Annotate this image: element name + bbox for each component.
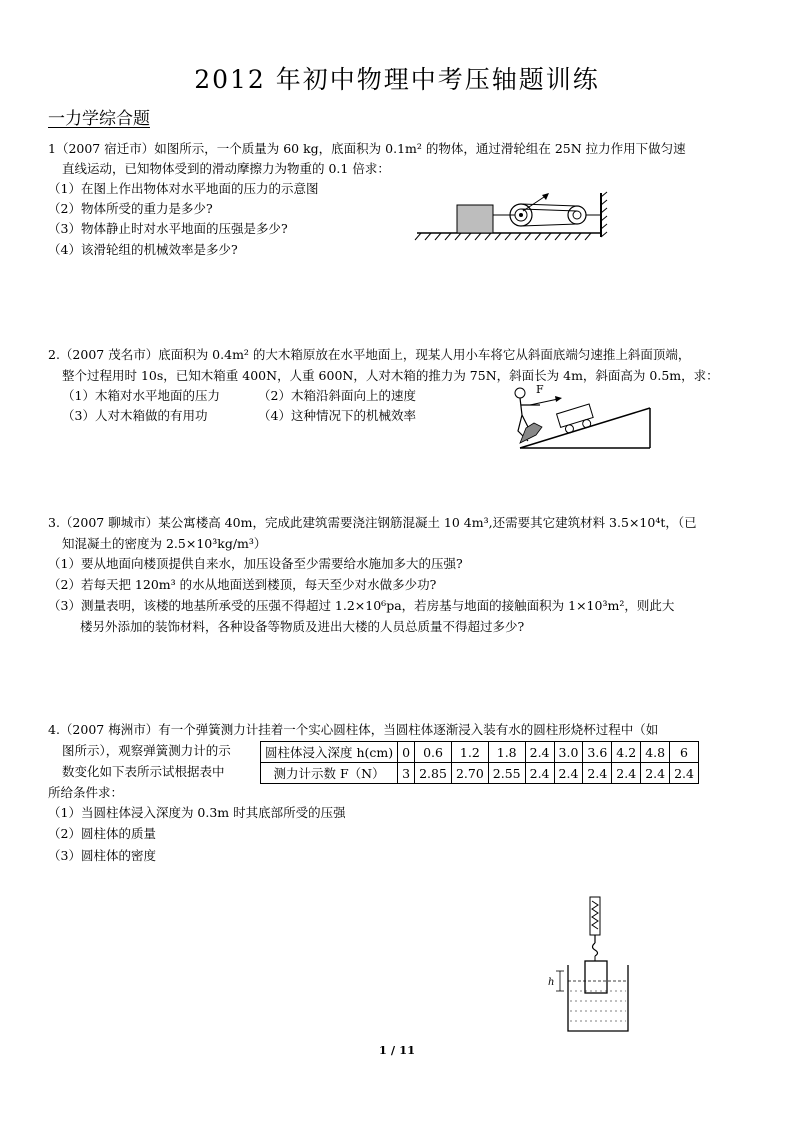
q3-line1: 3.（2007 聊城市）某公寓楼高 40m，完成此建筑需要浇注钢筋混凝土 10 4m³,还需要其它建筑材料 3.5×10⁴t，（已 <box>48 515 697 530</box>
table-cell: 2.4 <box>612 763 641 784</box>
table-cell: 2.4 <box>554 763 583 784</box>
table-row <box>261 763 699 784</box>
table-cell: 6 <box>670 742 699 763</box>
spring-scale-diagram <box>540 895 640 1035</box>
table-cell: 2.70 <box>451 763 488 784</box>
q4-item-2: （2）圆柱体的质量 <box>48 826 156 841</box>
q4-item-1: （1）当圆柱体浸入深度为 0.3m 时其底部所受的压强 <box>48 805 346 820</box>
table-cell: 2.55 <box>488 763 525 784</box>
q2-line1: 2.（2007 茂名市）底面积为 0.4m² 的大木箱原放在水平地面上，现某人用小车将它从斜面底端匀速推上斜面顶端， <box>48 347 691 362</box>
table-row <box>261 742 699 763</box>
pulley-diagram <box>415 185 615 245</box>
incline-diagram <box>510 383 660 453</box>
q2-item-3: （3）人对木箱做的有用功 <box>62 408 208 423</box>
table-cell: 2.4 <box>641 763 670 784</box>
table-cell: 2.4 <box>525 742 554 763</box>
depth-label: h <box>548 977 555 988</box>
q1-item-4: （4）该滑轮组的机械效率是多少? <box>48 242 238 257</box>
q4-line1: 4.（2007 梅洲市）有一个弹簧测力计挂着一个实心圆柱体，当圆柱体逐渐浸入装有水的圆柱形烧杯过程中（如 <box>48 722 659 737</box>
table-cell: 3.0 <box>554 742 583 763</box>
table-cell: 3.6 <box>583 742 612 763</box>
q3-item-3-cont: 楼另外添加的装饰材料，各种设备等物质及进出大楼的人员总质量不得超过多少? <box>80 619 525 634</box>
table-row-label: 圆柱体浸入深度 h(cm) <box>261 742 398 763</box>
q4-item-3: （3）圆柱体的密度 <box>48 848 156 863</box>
table-cell: 2.85 <box>415 763 452 784</box>
q1-line1: 1（2007 宿迁市）如图所示，一个质量为 60 kg，底面积为 0.1m² 的物体，通过滑轮组在 25N 拉力作用下做匀速 <box>48 141 686 156</box>
q1-item-1: （1）在图上作出物体对水平地面的压力的示意图 <box>48 181 319 196</box>
table-cell: 4.8 <box>641 742 670 763</box>
table-row-label: 测力计示数 F（N） <box>261 763 398 784</box>
page-number: 1 / 11 <box>378 1043 416 1057</box>
table-cell: 0 <box>398 742 415 763</box>
q2-item-1: （1）木箱对水平地面的压力 <box>62 388 220 403</box>
q3-item-1: （1）要从地面向楼顶提供自来水，加压设备至少需要给水施加多大的压强? <box>48 556 463 571</box>
q4-left-line-2: 数变化如下表所示试根据表中 <box>62 764 225 779</box>
table-cell: 2.4 <box>583 763 612 784</box>
q2-line2: 整个过程用时 10s，已知木箱重 400N，人重 600N，人对木箱的推力为 75N，斜面长为 4m，斜面高为 0.5m，求： <box>62 368 719 383</box>
q3-item-3: （3）测量表明，该楼的地基所承受的压强不得超过 1.2×10⁶pa，若房基与地面的接触面积为 1×10³m²，则此大 <box>48 598 675 613</box>
table-cell: 2.4 <box>670 763 699 784</box>
q3-line2: 知混凝土的密度为 2.5×10³kg/m³） <box>62 536 267 551</box>
table-cell: 4.2 <box>612 742 641 763</box>
table-cell: 3 <box>398 763 415 784</box>
q4-left-line-1: 图所示），观察弹簧测力计的示 <box>62 743 231 758</box>
q1-item-3: （3）物体静止时对水平地面的压强是多少? <box>48 221 288 236</box>
q2-item-2: （2）木箱沿斜面向上的速度 <box>258 388 416 403</box>
page-title: 2012 年初中物理中考压轴题训练 <box>194 65 600 94</box>
section-heading: 一力学综合题 <box>48 109 150 129</box>
table-cell: 2.4 <box>525 763 554 784</box>
q3-item-2: （2）若每天把 120m³ 的水从地面送到楼顶，每天至少对水做多少功? <box>48 577 437 592</box>
q4-left-line-3: 所给条件求： <box>48 785 124 800</box>
q2-item-4: （4）这种情况下的机械效率 <box>258 408 416 423</box>
table-cell: 1.8 <box>488 742 525 763</box>
q1-item-2: （2）物体所受的重力是多少? <box>48 201 213 216</box>
data-table <box>260 741 699 784</box>
table-cell: 0.6 <box>415 742 452 763</box>
force-label: F <box>536 383 544 396</box>
q1-line2: 直线运动，已知物体受到的滑动摩擦力为物重的 0.1 倍求： <box>62 161 390 176</box>
table-cell: 1.2 <box>451 742 488 763</box>
